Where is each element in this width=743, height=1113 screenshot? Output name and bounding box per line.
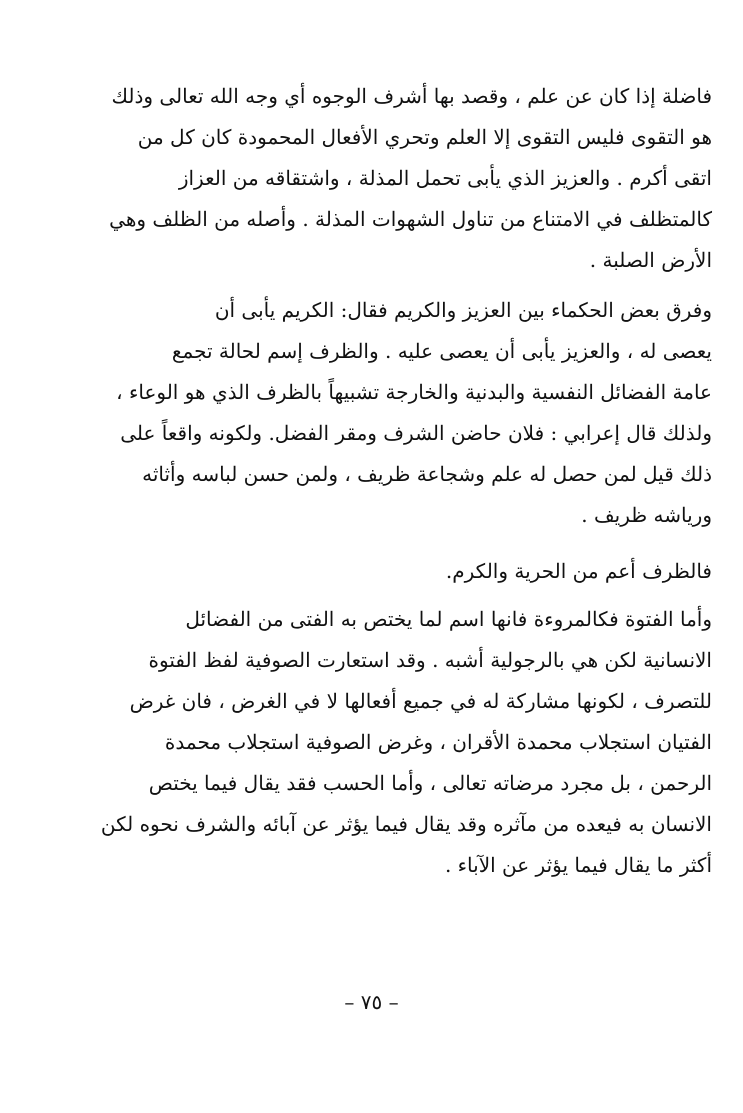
text-line: الانسان به فيعده من مآثره وقد يقال فيما يؤثر عن آبائه والشرف نحوه لكن bbox=[100, 812, 712, 836]
text-line: فاضلة إذا كان عن علم ، وقصد بها أشرف الوجوه أي وجه الله تعالى وذلك bbox=[111, 84, 712, 108]
text-line: للتصرف ، لكونها مشاركة له في جميع أفعالها لا في الغرض ، فان غرض bbox=[129, 689, 712, 713]
page-number: – ٧٥ – bbox=[344, 990, 399, 1014]
text-line: فالظرف أعم من الحرية والكرم. bbox=[445, 559, 712, 583]
text-line: الأرض الصلبة . bbox=[589, 248, 712, 272]
text-line: اتقى أكرم . والعزيز الذي يأبى تحمل المذلة ، واشتقاقه من العزاز bbox=[178, 166, 712, 190]
text-line: الانسانية لكن هي بالرجولية أشبه . وقد استعارت الصوفية لفظ الفتوة bbox=[148, 648, 712, 672]
text-line: وأما الفتوة فكالمروءة فانها اسم لما يختص به الفتى من الفضائل bbox=[185, 607, 712, 631]
text-line: ذلك قيل لمن حصل له علم وشجاعة ظريف ، ولمن حسن لباسه وأثاثه bbox=[142, 462, 712, 486]
text-line: ورياشه ظريف . bbox=[581, 503, 712, 527]
text-line: وفرق بعض الحكماء بين العزيز والكريم فقال: الكريم يأبى أن bbox=[214, 298, 712, 322]
text-line: يعصى له ، والعزيز يأبى أن يعصى عليه . والظرف إسم لحالة تجمع bbox=[171, 339, 712, 363]
paragraph-3 bbox=[72, 551, 712, 592]
text-line: الفتيان استجلاب محمدة الأقران ، وغرض الصوفية استجلاب محمدة bbox=[164, 730, 712, 754]
text-line: عامة الفضائل النفسية والبدنية والخارجة تشبيهاً بالظرف الذي هو الوعاء ، bbox=[116, 380, 712, 404]
paragraph-2 bbox=[72, 290, 712, 536]
text-line: الرحمن ، بل مجرد مرضاته تعالى ، وأما الحسب فقد يقال فيما يختص bbox=[148, 771, 712, 795]
paragraph-1 bbox=[72, 76, 712, 281]
text-line: ولذلك قال إعرابي : فلان حاضن الشرف ومقر الفضل. ولكونه واقعاً على bbox=[120, 421, 712, 445]
text-line: هو التقوى فليس التقوى إلا العلم وتحري الأفعال المحمودة كان كل من bbox=[137, 125, 712, 149]
text-line: أكثر ما يقال فيما يؤثر عن الآباء . bbox=[444, 853, 712, 877]
text-line: كالمتظلف في الامتناع من تناول الشهوات المذلة . وأصله من الظلف وهي bbox=[109, 207, 712, 231]
paragraph-4 bbox=[72, 599, 712, 886]
